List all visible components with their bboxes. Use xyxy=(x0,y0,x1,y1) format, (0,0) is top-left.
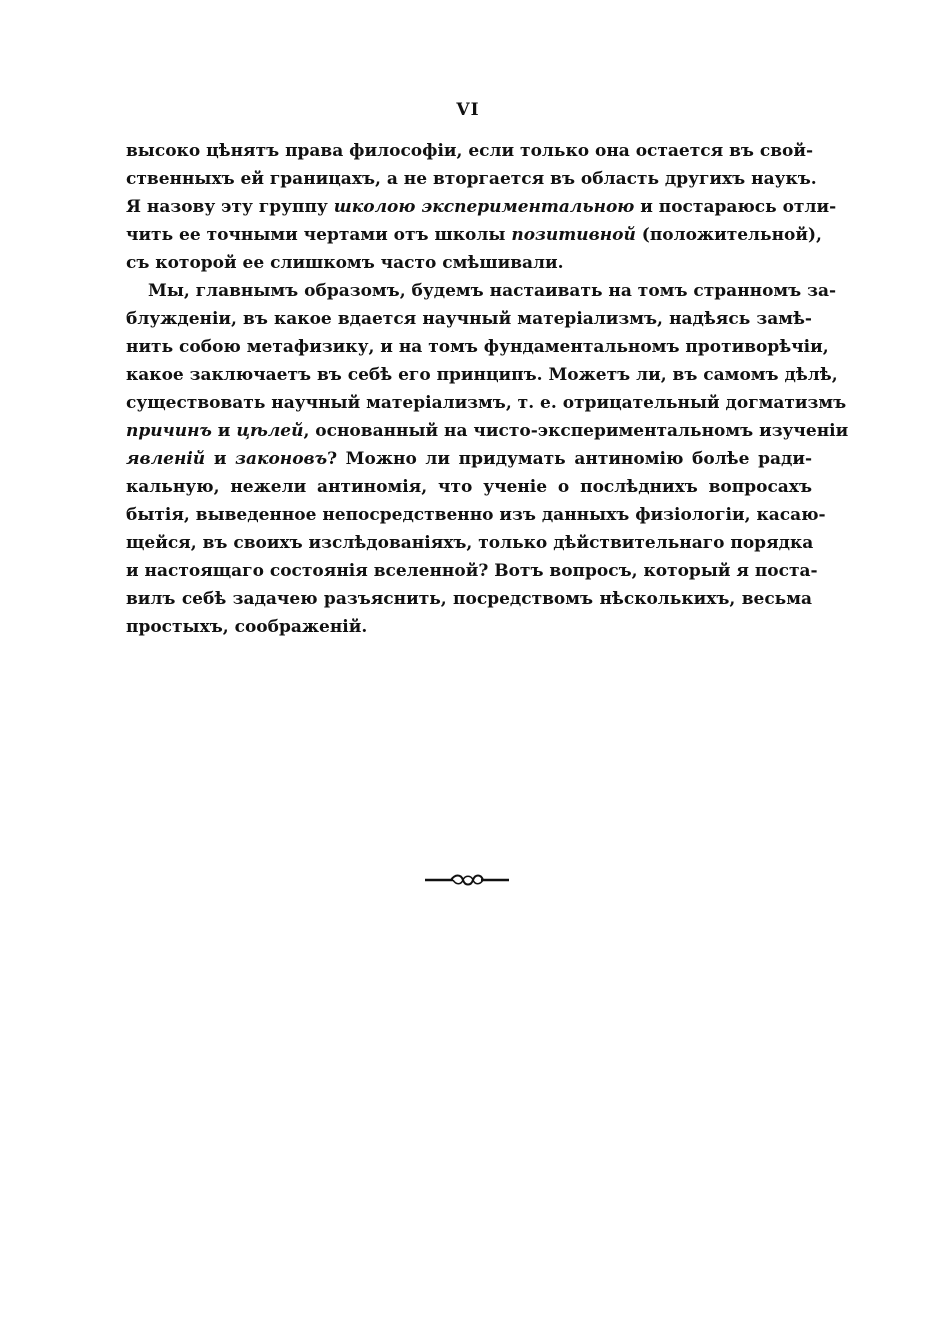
text-line: кальную, нежели антиномія, что ученіе о послѣднихъ вопросахъ xyxy=(126,477,812,497)
text-run: ? Можно ли придумать антиномію болѣе ради- xyxy=(327,449,813,469)
text-run: Я назову эту группу xyxy=(126,197,334,217)
text-run: и xyxy=(205,449,236,469)
text-line xyxy=(126,193,837,221)
text-run: и xyxy=(211,421,237,441)
text-run: (положительной), xyxy=(635,225,822,245)
end-ornament-icon xyxy=(423,870,511,890)
italic-term: явленій xyxy=(126,449,206,469)
text-line: и настоящаго состоянія вселенной? Вотъ вопросъ, который я поста- xyxy=(126,561,818,581)
italic-term: законовъ xyxy=(235,449,328,469)
text-line: блужденіи, въ какое вдается научный матеріализмъ, надѣясь замѣ- xyxy=(126,309,812,329)
page-number: VI xyxy=(456,100,480,120)
text-line xyxy=(126,445,812,473)
paragraph-1 xyxy=(126,137,837,277)
text-run: , основанный на чисто-экспериментальномъ изученіи xyxy=(303,421,849,441)
text-line: существовать научный матеріализмъ, т. е. отрицательный догматизмъ xyxy=(126,393,847,413)
text-line: бытія, выведенное непосредственно изъ данныхъ физіологіи, касаю- xyxy=(126,505,826,525)
text-line: нить собою метафизику, и на томъ фундаментальномъ противорѣчіи, xyxy=(126,337,829,357)
text-line: вилъ себѣ задачею разъяснить, посредствомъ нѣсколькихъ, весьма xyxy=(126,589,812,609)
paragraph-2 xyxy=(126,277,849,641)
text-line xyxy=(126,417,849,445)
text-line xyxy=(126,221,822,249)
text-line: съ которой ее слишкомъ часто смѣшивали. xyxy=(126,253,564,273)
text-line: щейся, въ своихъ изслѣдованіяхъ, только дѣйствительнаго порядка xyxy=(126,533,814,553)
text-run: и постараюсь отли- xyxy=(634,197,837,217)
text-line: простыхъ, соображеній. xyxy=(126,617,368,637)
italic-term: позитивной xyxy=(511,225,636,245)
italic-term: школою экспериментальною xyxy=(333,197,635,217)
body-text xyxy=(126,137,849,641)
text-line: высоко цѣнятъ права философіи, если только она остается въ свой- xyxy=(126,141,814,161)
text-line: какое заключаетъ въ себѣ его принципъ. Можетъ ли, въ самомъ дѣлѣ, xyxy=(126,365,838,385)
italic-term: цѣлей xyxy=(236,421,304,441)
text-line: Мы, главнымъ образомъ, будемъ настаивать на томъ странномъ за- xyxy=(148,281,837,301)
text-run: чить ее точными чертами отъ школы xyxy=(126,225,512,245)
italic-term: причинъ xyxy=(126,421,212,441)
text-line: ственныхъ ей границахъ, а не вторгается въ область другихъ наукъ. xyxy=(126,169,817,189)
